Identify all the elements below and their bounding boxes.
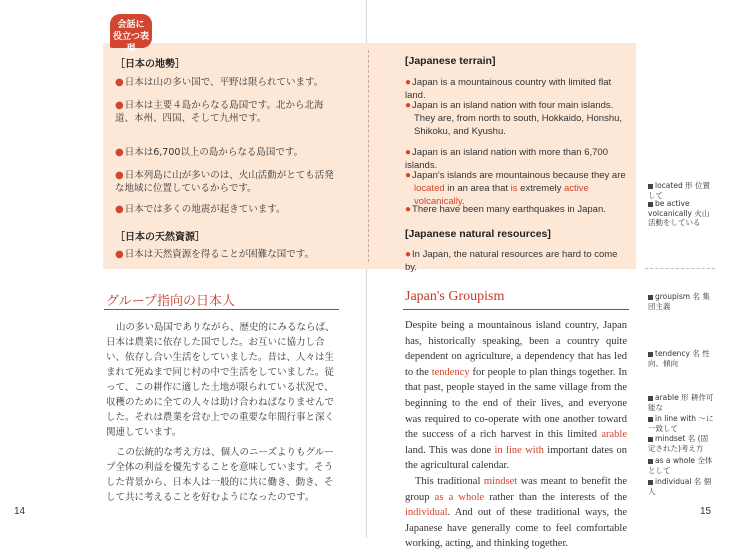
en-item: ●Japan is a mountainous country with limited flat land. [405, 77, 612, 101]
en-article-body [405, 318, 627, 552]
ja-paragraph: 山の多い島国でありながら、歴史的にみるならば、日本は農業に依存した国でした。お互いに協力し合い、依存し合い生活をしていました。昔は、人々は生まれて死ぬまで同じ村の中で生活をしていました。従って、この耕作に適した土地が限られている状況で、収穫のために全ての人々は助け合わねばなりませんでした。それは農業を営む上での重要な年間行事と深く関連しています。 [106, 322, 335, 438]
ja-title-underline [104, 309, 339, 310]
ja-article-title: グループ指向の日本人 [106, 294, 235, 309]
glossary-divider [645, 268, 715, 269]
ja-item: ●日本列島に山が多いのは、火山活動がとても活発な地域に位置しているからです。 [115, 170, 334, 194]
en-item: ●There have been many earthquakes in Japan. [405, 204, 606, 215]
useful-expressions-badge: 会話に 役立つ表現 [110, 14, 152, 48]
glossary-item: groupism 名 集団主義 [648, 292, 710, 311]
glossary-item: in line with 〜に一致して [648, 414, 714, 433]
glossary-item: tendency 名 性向、傾向 [648, 349, 710, 368]
en-item: ●Japan is an island nation with four main islands. They are, from north to south, Hokkaido, Honshu, Shikoku, and Kyushu. [405, 100, 623, 137]
en-heading-resources: [Japanese natural resources] [405, 228, 551, 240]
glossary-item: mindset 名 (固定された)考え方 [648, 434, 709, 453]
en-heading-terrain: [Japanese terrain] [405, 55, 496, 67]
en-paragraph: Despite being a mountainous island country, Japan has, historically speaking, been a country quite dependent on agriculture, a dependency that has led to the tendency for people to plan things together. In that past, people stayed in the same village from the beginning to the end of their lives, and everyone was required to co-operate with one another toward the success of a rich harvest in this limited arable land. This was done in line with important dates on the agricultural calendar. [405, 320, 627, 472]
ja-item: ●日本は主要４島からなる島国です。北から北海道、本州、四国、そして九州です。 [115, 100, 324, 124]
ja-heading-terrain: ［日本の地勢］ [115, 59, 185, 70]
page-number-right: 15 [700, 506, 712, 517]
en-item: ●Japan is an island nation with more than 6,700 islands. [405, 147, 608, 171]
en-title-underline [403, 309, 629, 310]
en-item: ●Japan's islands are mountainous because they are located in an area that is extremely active volcanically. [405, 170, 626, 207]
en-article-title: Japan's Groupism [405, 289, 505, 304]
ja-item: ●日本は山の多い国で、平野は限られています。 [115, 77, 324, 88]
page-number-left: 14 [14, 506, 26, 517]
glossary-item: as a whole 全体として [648, 456, 713, 475]
ja-item: ●日本では多くの地震が起きています。 [115, 204, 286, 215]
en-item: ●In Japan, the natural resources are hard to come by. [405, 249, 618, 273]
glossary-item: individual 名 個人 [648, 477, 712, 496]
glossary-item: be active volcanically 火山活動をしている [648, 199, 710, 227]
ja-heading-resources: ［日本の天然資源］ [115, 232, 205, 243]
en-paragraph: This traditional mindset was meant to benefit the group as a whole rather than the interests of the individual. And out of these traditional ways, the Japanese have generally come to feel comfortable working, acting, and thinking together. [405, 475, 628, 550]
glossary-item: arable 形 耕作可能な [648, 393, 714, 412]
glossary-item: located 形 位置して [648, 181, 710, 200]
ja-item: ●日本は天然資源を得ることが困難な国です。 [115, 249, 314, 260]
ja-item: ●日本は6,700以上の島からなる島国です。 [115, 147, 304, 158]
ja-paragraph: この伝統的な考え方は、個人のニーズよりもグループ全体の利益を優先することを意味しています。そうした背景から、日本人は一般的に共に働き、動き、そして共に考えることを好むようになったのです。 [106, 447, 334, 503]
box-divider [368, 50, 369, 262]
